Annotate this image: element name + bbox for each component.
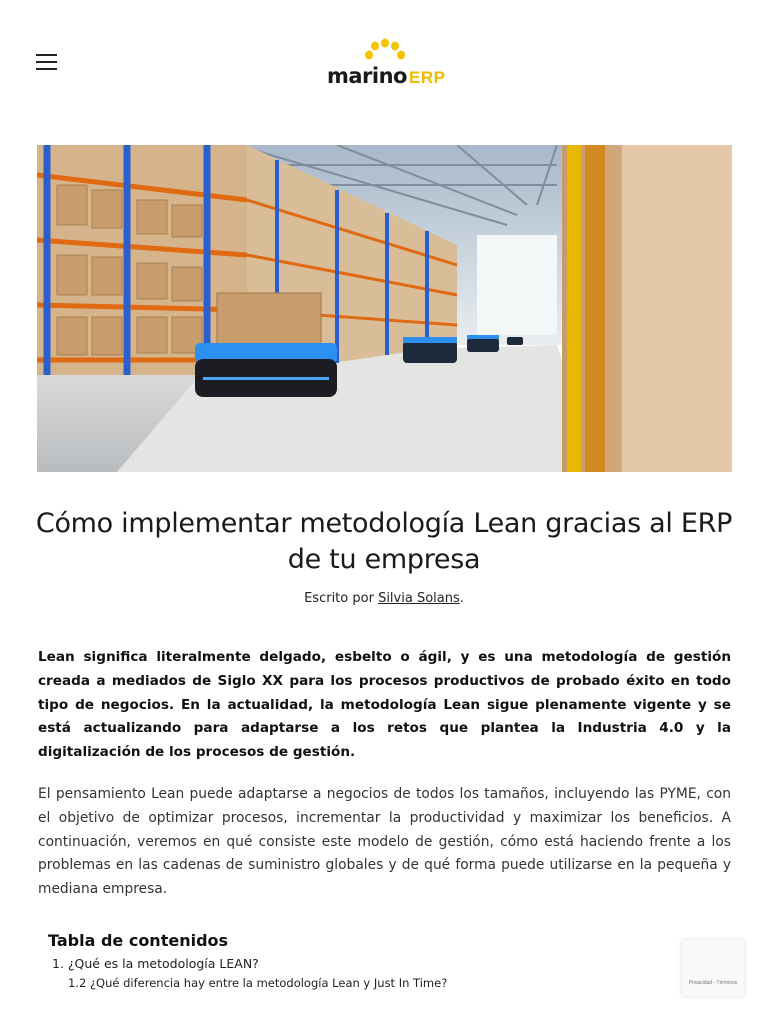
logo-sun-icon bbox=[363, 38, 407, 64]
article-lead-paragraph: Lean significa literalmente delgado, esbelto o ágil, y es una metodología de gestión creada a mediados de Siglo XX para los procesos productivos de probado éxito en todo tipo de negocios. En la actualidad, la metodología Lean sigue plenamente vigente y se está actualizando para adaptarse a los retos que plantea la Industria 4.0 y la digitalización de los procesos de gestión. bbox=[38, 649, 731, 761]
toc-item-1-2[interactable]: 1.2 ¿Qué diferencia hay entre la metodología Lean y Just In Time? bbox=[68, 976, 448, 990]
recaptcha-badge[interactable] bbox=[682, 940, 744, 996]
byline-suffix: . bbox=[459, 591, 464, 606]
hero-image bbox=[37, 145, 732, 472]
author-link[interactable]: Silvia Solans bbox=[378, 591, 460, 606]
article-body-paragraph: El pensamiento Lean puede adaptarse a negocios de todos los tamaños, incluyendo las PYME, con el objetivo de optimizar procesos, incrementar la productividad y maximizar los beneficios. A continuación, veremos en qué consiste este modelo de gestión, cómo está haciendo frente a los problemas en las cadenas de suministro globales y de qué forma puede utilizarse en la pequeña y mediana empresa. bbox=[38, 786, 731, 898]
toc-item-1[interactable]: 1. ¿Qué es la metodología LEAN? bbox=[52, 956, 259, 971]
byline-prefix: Escrito por bbox=[304, 591, 379, 606]
logo-wordmark: marino ERP bbox=[327, 64, 446, 88]
recaptcha-terms-text: Privacidad - Términos bbox=[688, 980, 738, 986]
hamburger-menu-icon[interactable] bbox=[36, 54, 58, 72]
toc-title: Tabla de contenidos bbox=[48, 931, 229, 950]
article-byline bbox=[0, 591, 768, 606]
marino-erp-logo[interactable] bbox=[327, 38, 446, 90]
site-header bbox=[0, 0, 768, 110]
article-title: Cómo implementar metodología Lean gracias al ERP de tu empresa bbox=[35, 508, 733, 575]
